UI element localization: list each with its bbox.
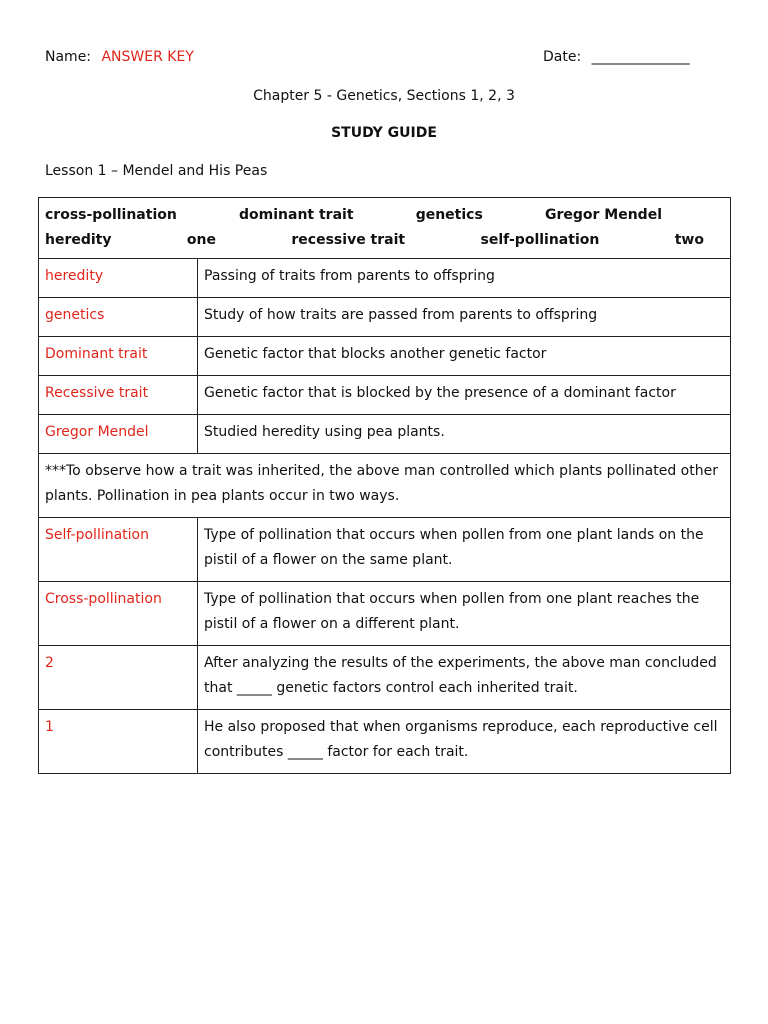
- definition: He also proposed that when organisms reproduce, each reproductive cell contributes _____ factor for each trait.: [198, 710, 731, 774]
- table-row: [39, 518, 731, 582]
- answer-term: Gregor Mendel: [39, 415, 198, 454]
- table-row: [39, 646, 731, 710]
- word-bank-item: dominant trait: [239, 207, 354, 223]
- word-bank-line-1: [45, 203, 724, 228]
- table-row: [39, 298, 731, 337]
- name-value: ANSWER KEY: [101, 49, 194, 65]
- definition: Genetic factor that is blocked by the presence of a dominant factor: [198, 376, 731, 415]
- word-bank-row: [39, 198, 731, 259]
- date-line: [543, 49, 690, 65]
- word-bank-item: heredity: [45, 232, 112, 248]
- word-bank-item: cross-pollination: [45, 207, 177, 223]
- answer-term: Dominant trait: [39, 337, 198, 376]
- definition: After analyzing the results of the experiments, the above man concluded that _____ genetic factors control each inherited trait.: [198, 646, 731, 710]
- date-blank: ______________: [591, 49, 690, 65]
- table-row: [39, 259, 731, 298]
- answer-term: Cross-pollination: [39, 582, 198, 646]
- definition: Type of pollination that occurs when pollen from one plant lands on the pistil of a flower on the same plant.: [198, 518, 731, 582]
- chapter-title: Chapter 5 - Genetics, Sections 1, 2, 3: [253, 88, 515, 104]
- answer-term: 2: [39, 646, 198, 710]
- lesson-heading: Lesson 1 – Mendel and His Peas: [45, 163, 268, 179]
- table-row: [39, 415, 731, 454]
- answer-term: Recessive trait: [39, 376, 198, 415]
- definition: Genetic factor that blocks another genetic factor: [198, 337, 731, 376]
- table-row: [39, 376, 731, 415]
- word-bank-line-2: [45, 228, 724, 253]
- name-line: [45, 49, 194, 65]
- table-row: [39, 710, 731, 774]
- study-guide-heading: STUDY GUIDE: [331, 125, 437, 141]
- table-row: [39, 582, 731, 646]
- study-guide-table: [38, 197, 731, 774]
- word-bank-item: one: [186, 232, 216, 248]
- answer-term: heredity: [39, 259, 198, 298]
- answer-term: genetics: [39, 298, 198, 337]
- note-row: [39, 454, 731, 518]
- word-bank-item: two: [674, 232, 704, 248]
- definition: Study of how traits are passed from parents to offspring: [198, 298, 731, 337]
- word-bank-item: genetics: [415, 207, 483, 223]
- word-bank-item: self-pollination: [480, 232, 600, 248]
- pollination-note: ***To observe how a trait was inherited, the above man controlled which plants pollinated other plants. Pollination in pea plants occur in two ways.: [39, 454, 731, 518]
- word-bank-item: Gregor Mendel: [544, 207, 662, 223]
- answer-term: Self-pollination: [39, 518, 198, 582]
- date-label: Date:: [543, 49, 582, 65]
- name-label: Name:: [45, 49, 92, 65]
- definition: Passing of traits from parents to offspring: [198, 259, 731, 298]
- definition: Type of pollination that occurs when pollen from one plant reaches the pistil of a flower on a different plant.: [198, 582, 731, 646]
- word-bank: [39, 198, 731, 259]
- word-bank-item: recessive trait: [291, 232, 406, 248]
- answer-term: 1: [39, 710, 198, 774]
- definition: Studied heredity using pea plants.: [198, 415, 731, 454]
- table-row: [39, 337, 731, 376]
